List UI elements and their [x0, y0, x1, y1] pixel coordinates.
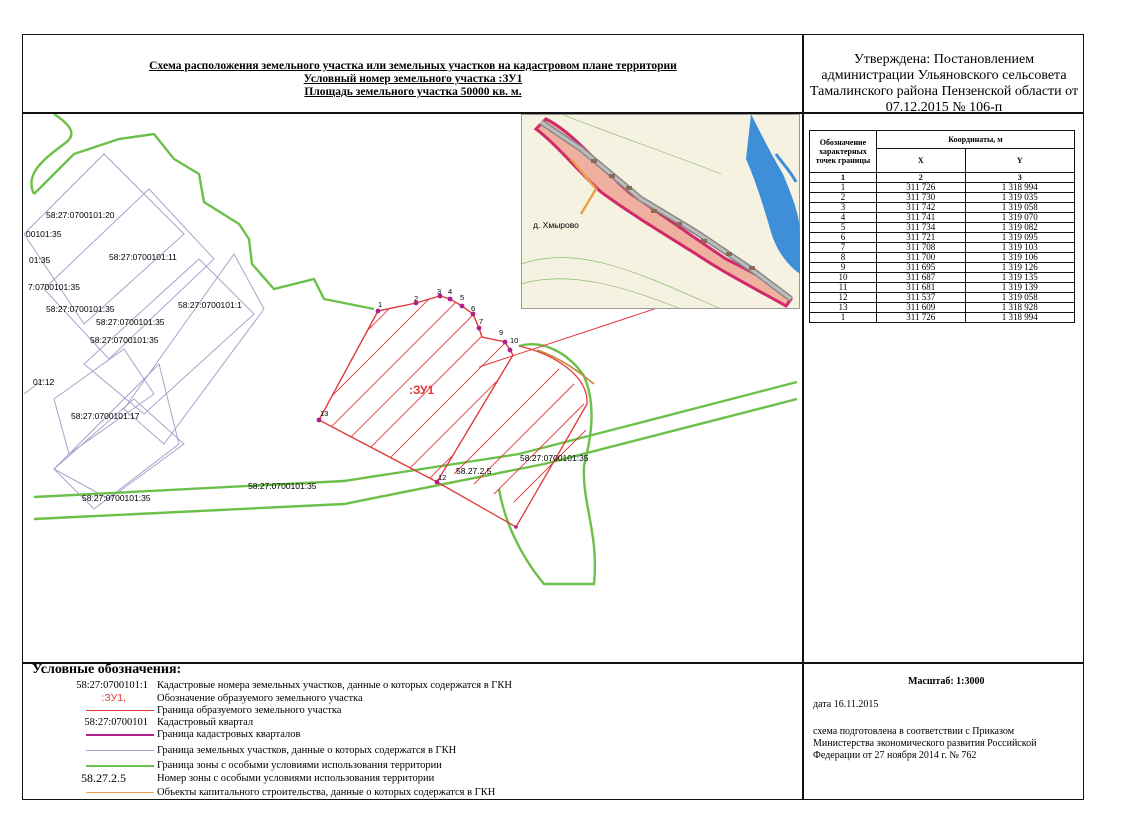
x-coord-cell: 311 741	[877, 213, 966, 223]
building	[749, 266, 755, 270]
y-coord-cell: 1 319 103	[965, 243, 1074, 253]
x-coord-cell: 311 687	[877, 273, 966, 283]
legend-symbol: 58:27:0700101:1	[76, 680, 148, 691]
point-number-cell: 1	[810, 183, 877, 193]
cad-label: 58:27:0700101:35	[46, 304, 115, 314]
point-5	[460, 304, 465, 309]
cad-label: 01:35	[29, 255, 51, 265]
parcel-boundary-east	[437, 346, 587, 527]
hatch-line	[294, 284, 444, 434]
legend-symbol: 58:27:0700101	[84, 717, 148, 728]
x-coord-cell: 311 734	[877, 223, 966, 233]
hatch-line	[374, 324, 524, 474]
title-line-1: Схема расположения земельного участка или земельных участков на кадастровом плане территории	[149, 60, 677, 72]
building	[609, 174, 615, 178]
point-label: 10	[510, 336, 519, 345]
point-11	[514, 525, 518, 529]
point-10	[508, 348, 513, 353]
coordinates-row	[810, 203, 1075, 213]
coordinates-row	[810, 183, 1075, 193]
legend-row-zone-number	[30, 772, 550, 785]
point-1	[376, 309, 381, 314]
x-coord-cell: 311 700	[877, 253, 966, 263]
legend-text: Объекты капитального строительства, данные о которых содержатся в ГКН	[157, 787, 496, 798]
hatch-line	[314, 294, 464, 444]
legend-row-gkn-boundary	[30, 744, 550, 757]
inset-map	[521, 114, 800, 309]
zone-number-label: 58.27.2.5	[456, 466, 492, 476]
coordinates-row	[810, 273, 1075, 283]
y-coord-cell: 1 319 095	[965, 233, 1074, 243]
legend-text: Кадастровый квартал	[157, 717, 254, 728]
divider-vertical	[802, 34, 804, 800]
x-coord-cell: 311 537	[877, 293, 966, 303]
point-13	[317, 418, 322, 423]
coordinates-table	[809, 130, 1075, 323]
legend-text: Обозначение образуемого земельного участка	[157, 693, 363, 704]
coordinates-row	[810, 293, 1075, 303]
point-label: 7	[479, 317, 484, 326]
coordinates-row	[810, 253, 1075, 263]
legend-row-quarter-boundary	[30, 728, 550, 741]
legend-row-cad-number	[30, 679, 550, 692]
header-point: Обозначение характерных точек границы	[810, 131, 877, 173]
point-number-cell: 13	[810, 303, 877, 313]
x-coord-cell: 311 695	[877, 263, 966, 273]
village-label: д. Хмырово	[533, 220, 579, 230]
building	[676, 222, 682, 226]
y-coord-cell: 1 319 106	[965, 253, 1074, 263]
x-coord-cell: 311 609	[877, 303, 966, 313]
legend-line-red	[86, 710, 154, 711]
coordinates-row	[810, 263, 1075, 273]
approval-line-1: Утверждена: Постановлением	[853, 52, 1035, 67]
point-number-cell: 10	[810, 273, 877, 283]
point-label: 1	[378, 300, 383, 309]
building	[626, 186, 632, 190]
gkn-parcel-shape	[54, 349, 154, 454]
point-number-cell: 3	[810, 203, 877, 213]
legend-line-magenta	[86, 734, 154, 736]
legend-text: Граница земельных участков, данные о которых содержатся в ГКН	[157, 745, 457, 756]
point-9	[503, 340, 508, 345]
point-label: 13	[320, 409, 329, 418]
y-coord-cell: 1 319 058	[965, 293, 1074, 303]
y-coord-cell: 1 319 058	[965, 203, 1074, 213]
header-y: Y	[965, 149, 1074, 173]
point-label: 6	[471, 304, 476, 313]
point-number-cell: 6	[810, 233, 877, 243]
coordinates-body	[810, 183, 1075, 323]
map-date: дата 16.11.2015	[813, 699, 879, 710]
legend-line-purple	[86, 750, 154, 751]
approval-line-4: 07.12.2015 № 106-п	[885, 100, 1003, 115]
header-coords: Координаты, м	[877, 131, 1075, 149]
cad-label: 58:27:0700101:35	[248, 481, 317, 491]
legend-title: Условные обозначения:	[32, 662, 182, 677]
cad-label: 00101:35	[26, 229, 62, 239]
point-label: 5	[460, 293, 465, 302]
cadastral-labels	[26, 210, 589, 503]
legend-text: Кадастровые номера земельных участков, данные о которых содержатся в ГКН	[157, 680, 512, 691]
legend-text: Граница зоны с особыми условиями использования территории	[157, 760, 442, 771]
cad-label: 58:27:0700101:20	[46, 210, 115, 220]
y-coord-cell: 1 319 139	[965, 283, 1074, 293]
cad-label: 7:0700101:35	[28, 282, 80, 292]
point-label: 4	[448, 287, 453, 296]
y-coord-cell: 1 318 994	[965, 183, 1074, 193]
y-coord-cell: 1 319 082	[965, 223, 1074, 233]
col-num-1: 1	[810, 173, 877, 183]
header-x: X	[877, 149, 966, 173]
point-number-cell: 8	[810, 253, 877, 263]
title-line-3: Площадь земельного участка 50000 кв. м.	[304, 86, 522, 98]
point-label: 3	[437, 287, 442, 296]
prepared-note: схема подготовлена в соответствии с Приказом Министерства экономического развития Российской Федерации от 27 ноября 2014 г. № 762	[813, 726, 1037, 761]
cad-label: 58:27:0700101:35	[96, 317, 165, 327]
cad-label: 58:27:0700101:17	[71, 411, 140, 421]
y-coord-cell: 1 318 994	[965, 313, 1074, 323]
coordinates-row	[810, 223, 1075, 233]
y-coord-cell: 1 319 035	[965, 193, 1074, 203]
y-coord-cell: 1 319 135	[965, 273, 1074, 283]
point-label: 9	[499, 328, 504, 337]
point-number-cell: 1	[810, 313, 877, 323]
coordinates-row	[810, 193, 1075, 203]
approval-line-2: администрации Ульяновского сельсовета	[821, 68, 1067, 83]
legend-text: Граница кадастровых кварталов	[157, 729, 301, 740]
x-coord-cell: 311 708	[877, 243, 966, 253]
x-coord-cell: 311 726	[877, 183, 966, 193]
point-number-cell: 2	[810, 193, 877, 203]
cad-label: 58:27:0700101:35	[520, 453, 589, 463]
building	[591, 159, 597, 163]
title-line-2: Условный номер земельного участка :ЗУ1	[303, 73, 523, 85]
cad-label: 58:27:0700101:1	[178, 300, 242, 310]
y-coord-cell: 1 319 070	[965, 213, 1074, 223]
approval-line-3: Тамалинского района Пензенской области от	[809, 84, 1079, 99]
cad-label: 01:12	[33, 377, 55, 387]
point-number-cell: 7	[810, 243, 877, 253]
gkn-parcel-shape	[124, 254, 264, 444]
map-scale: Масштаб: 1:3000	[908, 676, 985, 687]
parcel-label: :ЗУ1	[409, 383, 435, 397]
cad-label: 58:27:0700101:35	[90, 335, 159, 345]
coordinates-row	[810, 243, 1075, 253]
point-number-cell: 11	[810, 283, 877, 293]
coordinates-row	[810, 213, 1075, 223]
zone-boundary-road-north	[34, 382, 797, 497]
legend-line-green	[86, 765, 154, 767]
point-number-cell: 9	[810, 263, 877, 273]
building	[651, 209, 657, 213]
col-num-2: 2	[877, 173, 966, 183]
map-title	[24, 60, 802, 99]
legend-row-capital	[30, 786, 550, 799]
divider-legend	[22, 662, 1084, 664]
cad-label: 58:27:0700101:35	[82, 493, 151, 503]
building	[726, 252, 732, 256]
parcel-hatching-east	[454, 369, 586, 502]
approval-block	[806, 52, 1082, 116]
point-label: 12	[438, 473, 447, 482]
point-4	[448, 297, 453, 302]
hatch-line	[334, 304, 484, 454]
legend-line-orange	[86, 792, 154, 793]
coordinates-row	[810, 303, 1075, 313]
legend-symbol: 58.27.2.5	[81, 771, 126, 785]
y-coord-cell: 1 319 126	[965, 263, 1074, 273]
point-label: 2	[414, 294, 419, 303]
coordinates-row	[810, 233, 1075, 243]
legend-text: Номер зоны с особыми условиями использования территории	[157, 773, 435, 784]
coordinates-row	[810, 313, 1075, 323]
legend-text: Граница образуемого земельного участка	[157, 705, 342, 716]
zone-boundary-west	[31, 114, 71, 194]
x-coord-cell: 311 742	[877, 203, 966, 213]
col-num-3: 3	[965, 173, 1074, 183]
gkn-parcel-boundaries	[24, 154, 264, 509]
x-coord-cell: 311 726	[877, 313, 966, 323]
x-coord-cell: 311 721	[877, 233, 966, 243]
point-number-cell: 4	[810, 213, 877, 223]
point-number-cell: 12	[810, 293, 877, 303]
cad-label: 58:27:0700101:11	[109, 252, 177, 262]
x-coord-cell: 311 681	[877, 283, 966, 293]
point-7	[477, 326, 482, 331]
hatch-line	[494, 404, 584, 494]
y-coord-cell: 1 318 928	[965, 303, 1074, 313]
hatch-line	[274, 274, 424, 424]
zone-boundary-north	[34, 134, 374, 309]
legend-symbol: :ЗУ1,	[101, 692, 126, 704]
x-coord-cell: 311 730	[877, 193, 966, 203]
hatch-line	[514, 430, 586, 502]
building	[701, 239, 707, 243]
coordinates-row	[810, 283, 1075, 293]
point-number-cell: 5	[810, 223, 877, 233]
